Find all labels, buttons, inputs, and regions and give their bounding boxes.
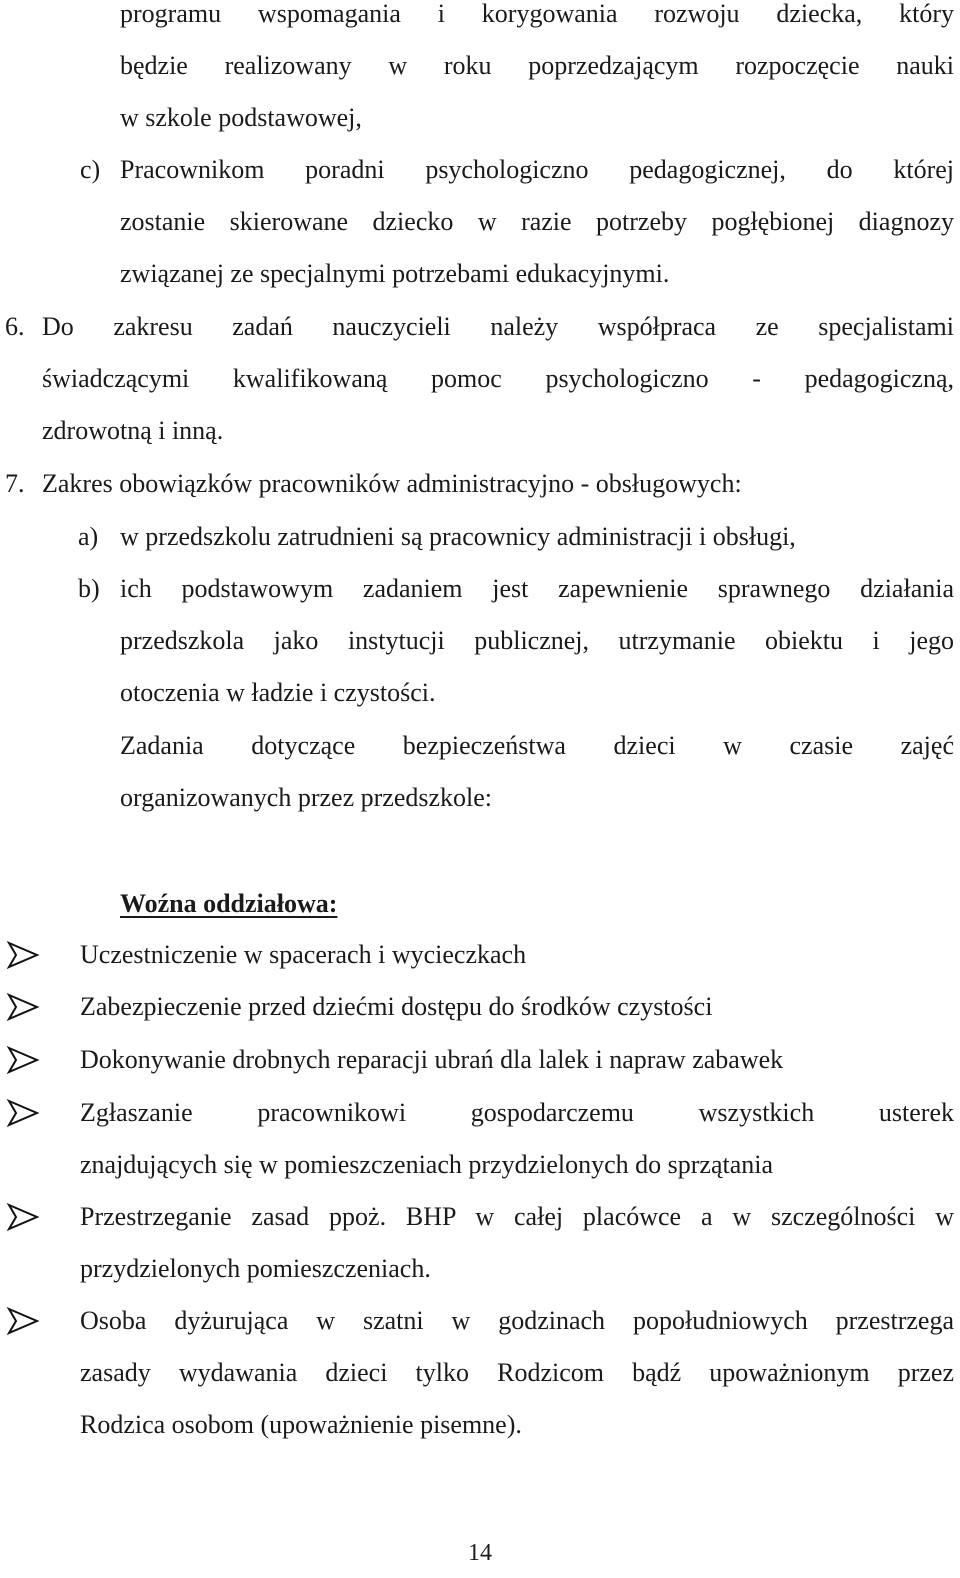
bullet-2-line-1: Zabezpieczenie przed dziećmi dostępu do środków czystości [80,992,713,1021]
item-c-marker: c) [80,155,101,184]
item-c-line-3: związanej ze specjalnymi potrzebami edukacyjnymi. [120,259,670,288]
item-6-marker: 6. [5,312,25,341]
arrowhead-bullet-icon [6,1099,40,1127]
arrowhead-bullet-icon [6,1307,40,1335]
item-a-marker: a) [78,522,99,551]
item-b-line-2: przedszkola jako instytucji publicznej, utrzymanie obiektu i jego [120,626,954,655]
bullet-3-line-1: Dokonywanie drobnych reparacji ubrań dla lalek i napraw zabawek [80,1045,784,1074]
item-b-line-1: ich podstawowym zadaniem jest zapewnienie sprawnego działania [120,574,954,603]
item-7-marker: 7. [5,469,25,498]
bullet-6-line-2: zasady wydawania dzieci tylko Rodzicom bądź upoważnionym przez [80,1358,954,1387]
continuation-line-2: będzie realizowany w roku poprzedzającym rozpoczęcie nauki [120,51,954,80]
safety-paragraph-line-1: Zadania dotyczące bezpieczeństwa dzieci w czasie zajęć [120,731,954,760]
continuation-line-1: programu wspomagania i korygowania rozwoju dziecka, który [120,0,954,28]
safety-paragraph-line-2: organizowanych przez przedszkole: [120,783,493,812]
bullet-5-line-1: Przestrzeganie zasad ppoż. BHP w całej placówce a w szczególności w [80,1202,954,1231]
page-number: 14 [468,1540,492,1566]
item-7-text: Zakres obowiązków pracowników administracyjno - obsługowych: [42,469,742,498]
item-c-line-2: zostanie skierowane dziecko w razie potrzeby pogłębionej diagnozy [120,207,954,236]
bullet-4-line-1: Zgłaszanie pracownikowi gospodarczemu wszystkich usterek [80,1098,954,1127]
section-heading: Woźna oddziałowa: [120,889,338,918]
item-6-line-3: zdrowotną i inną. [42,416,224,445]
bullet-5-line-2: przydzielonych pomieszczeniach. [80,1254,431,1283]
bullet-6-line-3: Rodzica osobom (upoważnienie pisemne). [80,1410,522,1439]
item-b-marker: b) [78,574,100,603]
arrowhead-bullet-icon [6,993,40,1021]
bullet-6-line-1: Osoba dyżurująca w szatni w godzinach popołudniowych przestrzega [80,1306,954,1335]
item-b-line-3: otoczenia w ładzie i czystości. [120,678,436,707]
item-c-line-1: Pracownikom poradni psychologiczno pedagogicznej, do której [120,155,954,184]
item-6-line-1: Do zakresu zadań nauczycieli należy współpraca ze specjalistami [42,312,954,341]
arrowhead-bullet-icon [6,941,40,969]
arrowhead-bullet-icon [6,1203,40,1231]
arrowhead-bullet-icon [6,1046,40,1074]
bullet-1-line-1: Uczestniczenie w spacerach i wycieczkach [80,940,527,969]
item-a-text: w przedszkolu zatrudnieni są pracownicy administracji i obsługi, [120,522,796,551]
item-6-line-2: świadczącymi kwalifikowaną pomoc psychologiczno - pedagogiczną, [42,364,954,393]
bullet-4-line-2: znajdujących się w pomieszczeniach przydzielonych do sprzątania [80,1150,774,1179]
continuation-line-3: w szkole podstawowej, [120,103,362,132]
